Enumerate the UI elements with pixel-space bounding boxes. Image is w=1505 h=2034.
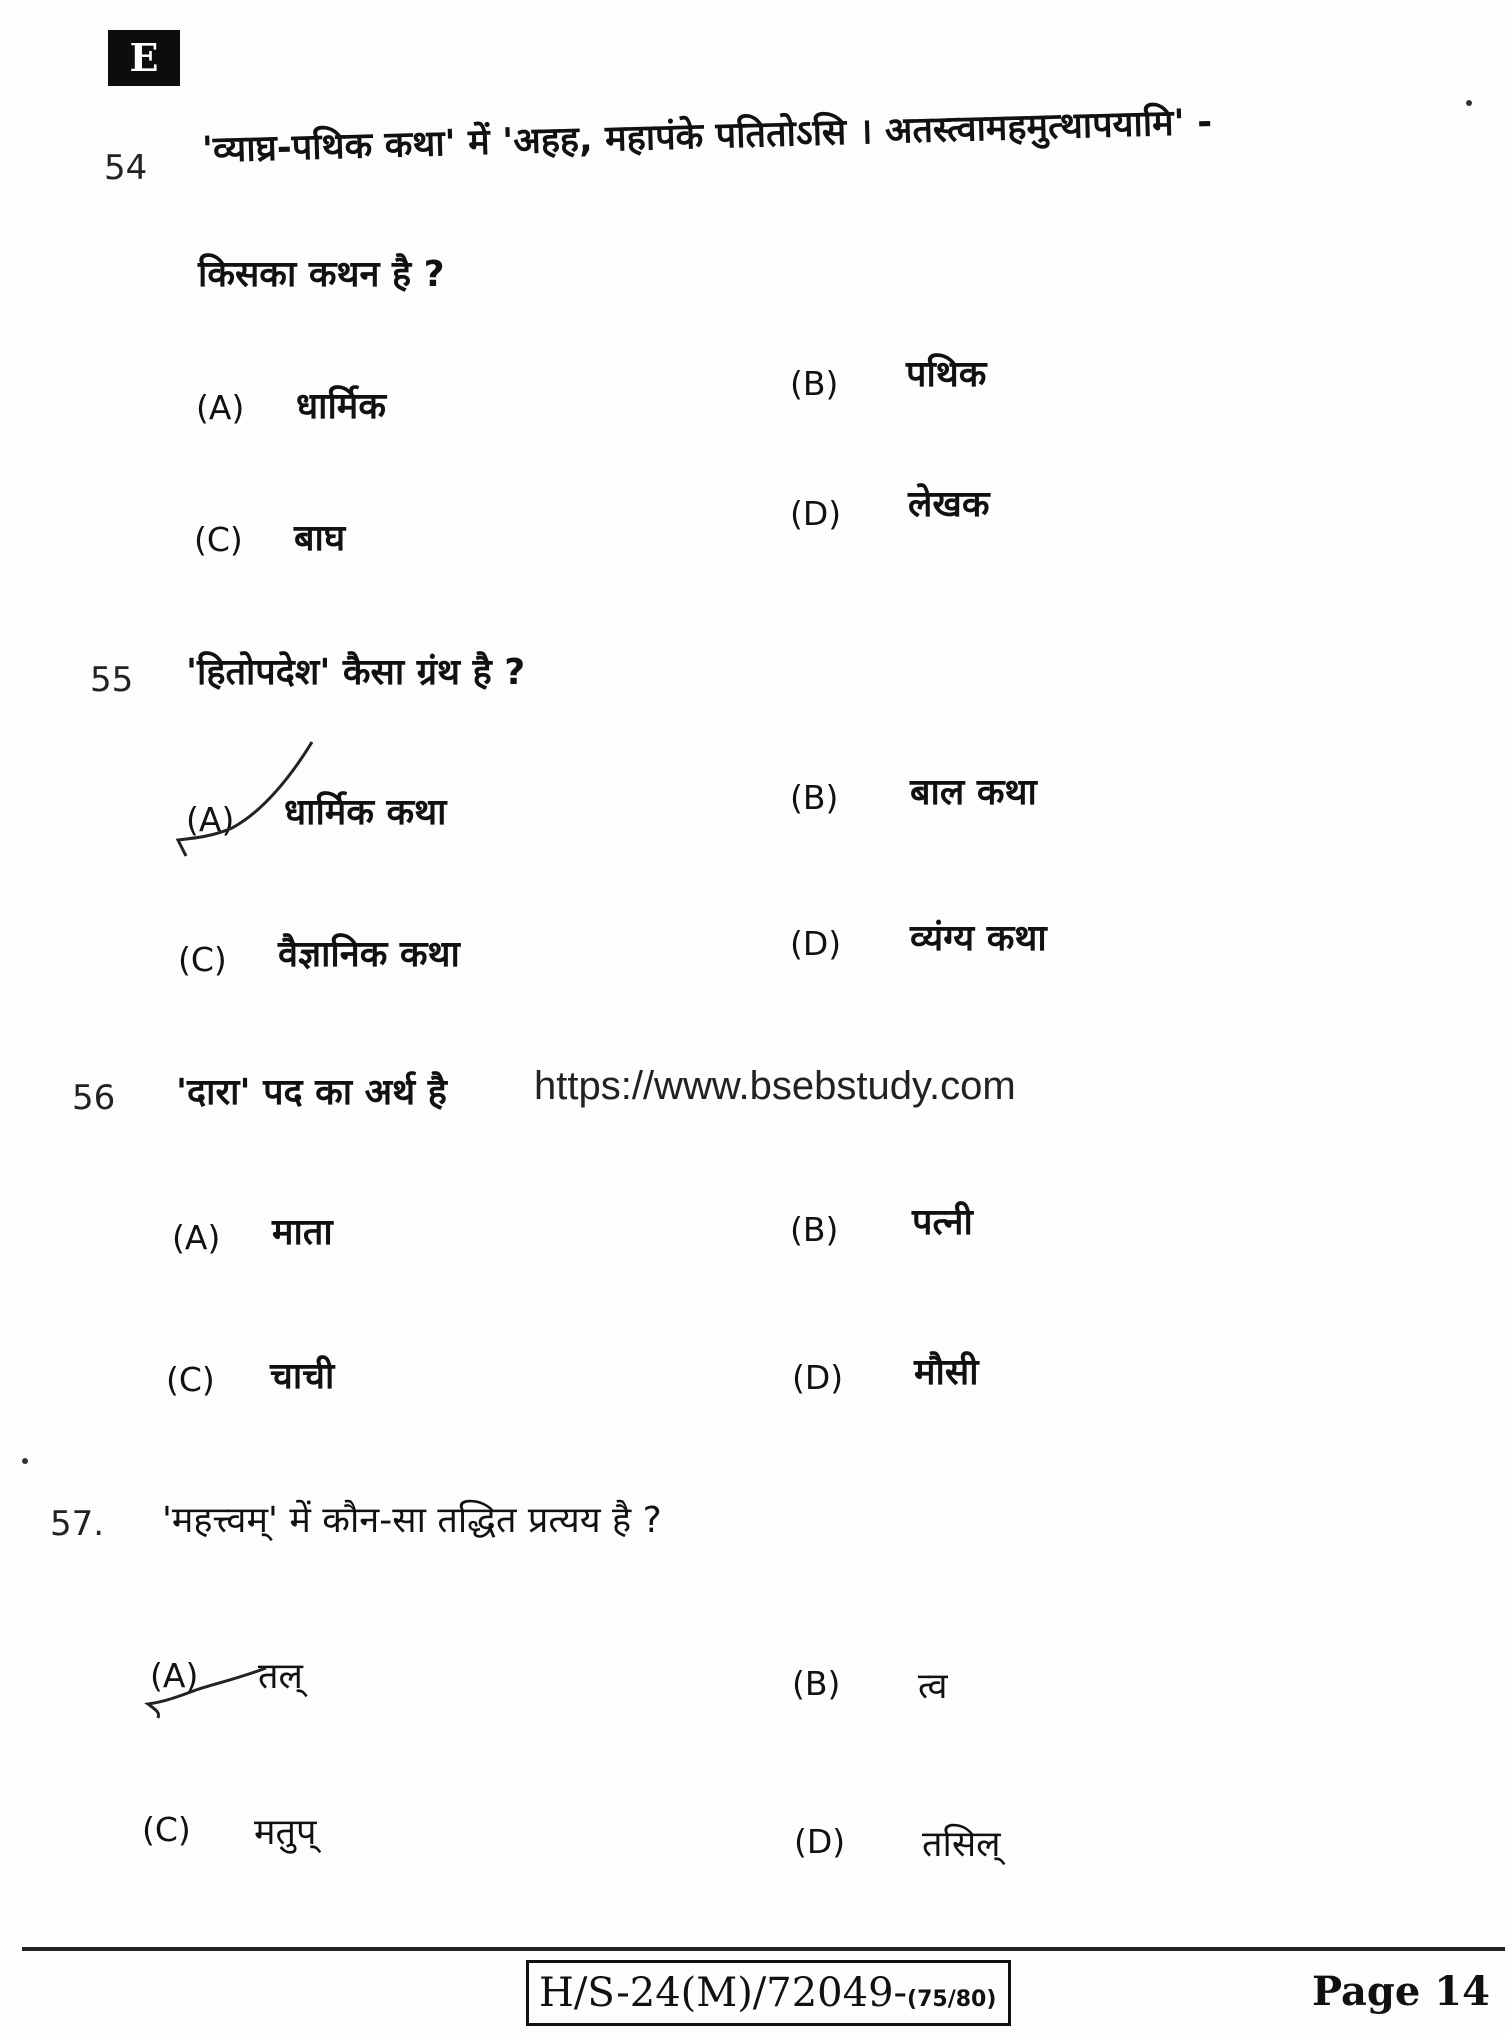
option-text-b: त्व [918,1666,948,1707]
option-label-a: (A) [196,388,245,427]
question-text: 'व्याघ्र-पथिक कथा' में 'अहह, महापंके पतितोऽसि । अतस्त्वामहमुत्थापयामि' - [201,101,1213,171]
footer-divider [22,1947,1505,1951]
option-label-c: (C) [194,520,243,559]
option-label-b: (B) [790,364,839,403]
option-text-a: माता [272,1212,333,1253]
paper-code-suffix: (75/80) [907,1987,997,2012]
question-number: 57. [50,1504,105,1544]
option-text-c: चाची [270,1356,335,1397]
option-text-b: पथिक [906,354,987,395]
question-text: 'महत्त्वम्' में कौन-सा तद्धित प्रत्यय है ? [162,1500,662,1541]
paper-code-main: H/S-24(M)/72049- [539,1970,908,2016]
watermark-url[interactable]: https://www.bsebstudy.com [534,1064,1016,1108]
set-badge: E [108,30,180,86]
option-label-b: (B) [792,1664,841,1703]
option-label-a: (A) [150,1656,199,1695]
option-label-d: (D) [792,1358,844,1397]
option-label-d: (D) [794,1822,846,1861]
option-text-d: तसिल् [922,1824,1001,1865]
tick-mark-q55 [178,742,312,856]
option-label-d: (D) [790,924,842,963]
page-number: Page 14 [1312,1968,1490,2015]
question-text: 'दारा' पद का अर्थ है [176,1072,447,1113]
question-number: 55 [90,660,134,700]
option-label-c: (C) [178,940,227,979]
option-text-a: धार्मिक [296,386,386,427]
question-number: 56 [72,1078,116,1118]
tick-mark-q57 [148,1668,266,1718]
question-number: 54 [104,148,148,188]
speck [1466,100,1472,106]
option-text-a: तल् [258,1656,303,1697]
option-text-a: धार्मिक कथा [284,792,447,833]
option-label-a: (A) [172,1218,221,1257]
option-text-c: वैज्ञानिक कथा [278,934,460,975]
speck [22,1458,28,1464]
option-text-d: लेखक [908,484,990,525]
option-label-a: (A) [186,800,235,839]
option-label-c: (C) [166,1360,215,1399]
option-text-d: मौसी [914,1352,979,1393]
question-text-line2: किसका कथन है ? [198,254,445,295]
question-text: 'हितोपदेश' कैसा ग्रंथ है ? [186,652,526,693]
option-label-b: (B) [790,1210,839,1249]
option-text-d: व्यंग्य कथा [910,918,1047,959]
paper-code [526,1960,1011,2026]
option-text-c: मतुप् [254,1812,317,1853]
option-text-b: बाल कथा [910,772,1037,813]
option-text-c: बाघ [294,518,346,559]
option-label-d: (D) [790,494,842,533]
option-label-c: (C) [142,1810,191,1849]
option-label-b: (B) [790,778,839,817]
option-text-b: पत्नी [912,1202,973,1243]
